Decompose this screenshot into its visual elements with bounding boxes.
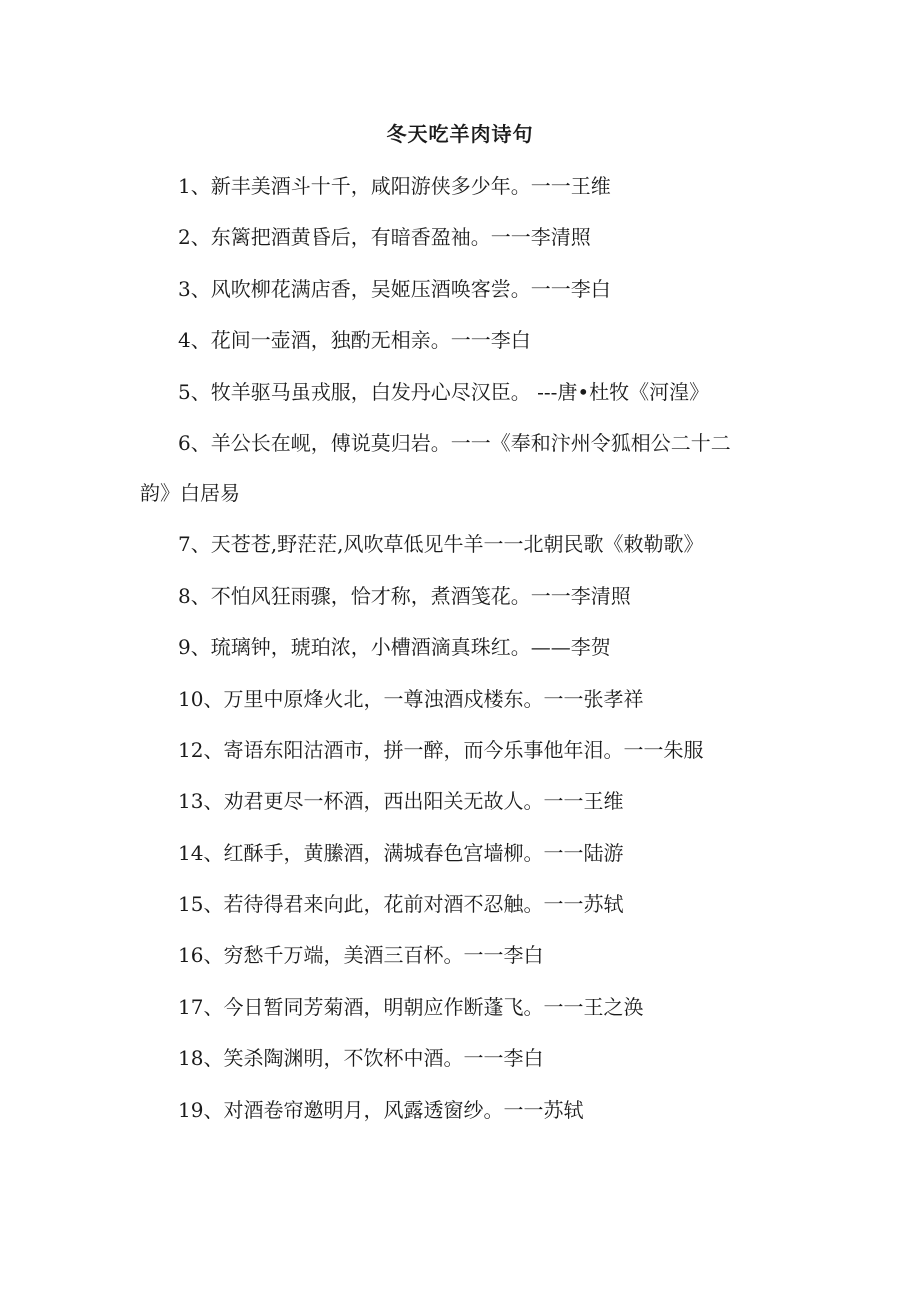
poem-line-18: 18、笑杀陶渊明，不饮杯中酒。一一李白 <box>178 1046 544 1071</box>
poem-line-1: 1、新丰美酒斗十千，咸阳游侠多少年。一一王维 <box>178 174 611 198</box>
poem-line-10: 10、万里中原烽火北，一尊浊酒戍楼东。一一张孝祥 <box>178 686 644 711</box>
poem-line-9: 9、琉璃钟，琥珀浓，小槽酒滴真珠红。——李贺 <box>178 635 611 660</box>
poem-line-7: 7、天苍苍,野茫茫,风吹草低见牛羊一一北朝民歌《敕勒歌》 <box>178 532 704 557</box>
document-title: 冬天吃羊肉诗句 <box>386 122 534 146</box>
poem-line-16: 16、穷愁千万端，美酒三百杯。一一李白 <box>178 943 544 968</box>
poem-list <box>0 169 920 1144</box>
poem-line-2: 2、东篱把酒黄昏后，有暗香盈袖。一一李清照 <box>178 225 591 250</box>
poem-line-5: 5、牧羊驱马虽戎服，白发丹心尽汉臣。 ---唐•杜牧《河湟》 <box>178 379 710 404</box>
poem-line-3: 3、风吹柳花满店香，吴姬压酒唤客尝。一一李白 <box>178 276 611 301</box>
poem-line-6: 6、羊公长在岘，傅说莫归岩。一一《奉和汴州令狐相公二十二 <box>178 430 731 455</box>
poem-line-19: 19、对酒卷帘邀明月，风露透窗纱。一一苏轼 <box>178 1097 584 1122</box>
poem-line-6-continued: 韵》白居易 <box>140 480 240 505</box>
poem-line-12: 12、寄语东阳沽酒市，拼一醉，而今乐事他年泪。一一朱服 <box>178 737 704 762</box>
poem-line-14: 14、红酥手，黄縢酒，满城春色宫墙柳。一一陆游 <box>178 840 624 865</box>
poem-line-13: 13、劝君更尽一杯酒，西出阳关无故人。一一王维 <box>178 789 624 814</box>
poem-line-17: 17、今日暂同芳菊酒，明朝应作断蓬飞。一一王之涣 <box>178 994 644 1019</box>
poem-line-15: 15、若待得君来向此，花前对酒不忍触。一一苏轼 <box>178 892 624 917</box>
poem-line-4: 4、花间一壶酒，独酌无相亲。一一李白 <box>178 328 531 353</box>
poem-line-8: 8、不怕风狂雨骤，恰才称，煮酒笺花。一一李清照 <box>178 583 631 608</box>
